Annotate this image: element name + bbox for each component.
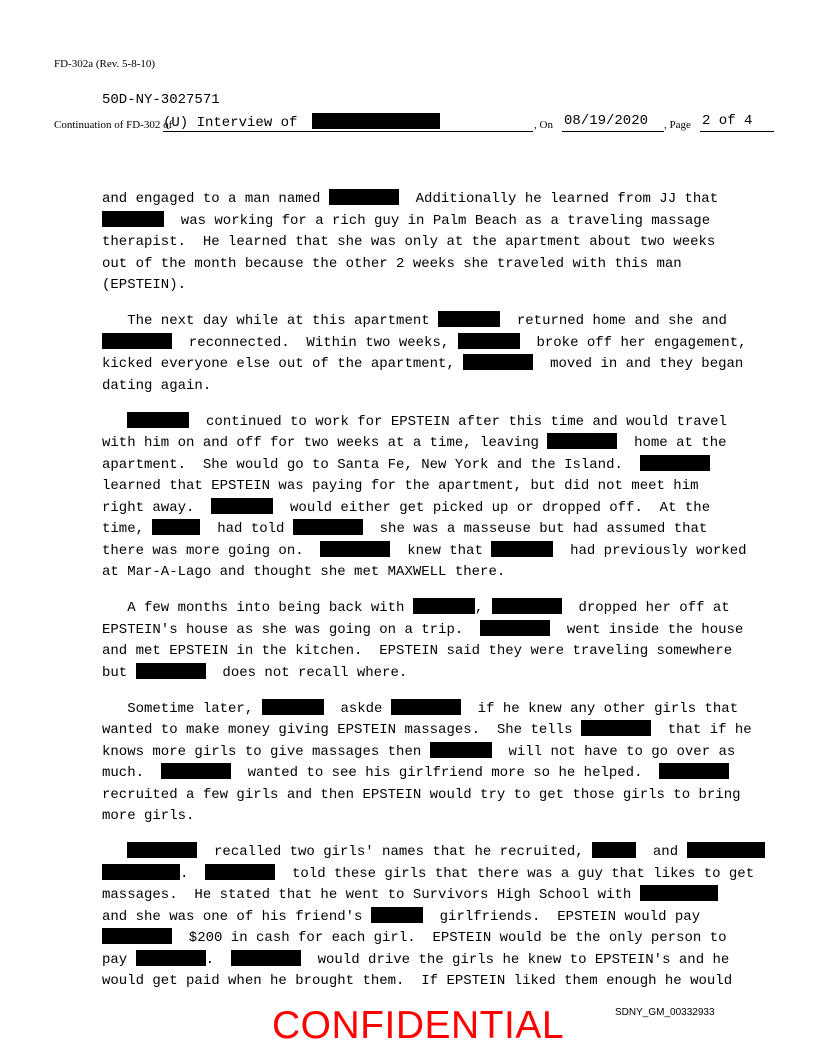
body-text: will not have to go over as: [491, 743, 736, 760]
document-body: [102, 189, 782, 993]
body-text: had told: [200, 521, 293, 537]
redaction-block: [102, 928, 172, 944]
body-text: home at the: [617, 435, 727, 451]
body-text: more girls.: [102, 808, 195, 824]
redaction-block: [102, 864, 180, 880]
body-text: much.: [102, 765, 161, 781]
body-text: would get paid when he brought them. If EPSTEIN liked them enough he would: [102, 973, 733, 989]
body-text: (EPSTEIN).: [102, 277, 187, 293]
redaction-block: [581, 720, 651, 736]
body-line: [102, 254, 782, 276]
redaction-block: [391, 699, 461, 715]
body-text: would drive the girls he knew to EPSTEIN's and he: [300, 951, 730, 968]
body-text: broke off her engagement,: [519, 334, 747, 351]
body-line: [102, 885, 782, 907]
redaction-block: [492, 598, 562, 614]
body-text: that if he: [650, 722, 752, 738]
body-text: massages. He stated that he went to Survivors High School with: [102, 887, 640, 903]
paragraph-spacer: [102, 297, 782, 312]
body-text: with him on and off for two weeks at a time, leaving: [102, 435, 548, 451]
body-text: and she was one of his friend's: [102, 908, 371, 925]
body-text: Additionally he learned from JJ that: [398, 191, 719, 207]
redaction-block: [293, 519, 363, 535]
body-text: reconnected. Within two weeks,: [172, 334, 458, 351]
body-line: [102, 864, 782, 886]
body-text: knew that: [390, 542, 492, 559]
body-line: [102, 763, 782, 785]
redaction-block: [480, 620, 550, 636]
body-line: [102, 641, 782, 663]
redaction-block: [102, 333, 172, 349]
body-line: [102, 519, 782, 541]
body-line: [102, 311, 782, 333]
body-line: [102, 742, 782, 764]
body-text: was working for a rich guy in Palm Beach as a traveling massage: [164, 212, 711, 229]
redaction-block: [640, 885, 718, 901]
body-text: girlfriends. EPSTEIN would pay: [422, 908, 701, 925]
redaction-block: [211, 498, 273, 514]
redaction-block: [547, 433, 617, 449]
redaction-block: [592, 842, 636, 858]
body-line: [102, 541, 782, 563]
body-line: [102, 950, 782, 972]
body-line: [102, 232, 782, 254]
body-text: does not recall where.: [205, 664, 408, 681]
body-line: [102, 211, 782, 233]
body-text: askde: [323, 700, 391, 717]
body-text: there was more going on.: [102, 542, 321, 559]
redaction-block: [458, 333, 520, 349]
date-label: , On: [534, 119, 553, 131]
body-line: [102, 663, 782, 685]
body-text: pay: [102, 951, 136, 968]
paragraph-spacer: [102, 584, 782, 599]
redaction-block: [161, 763, 231, 779]
redaction-block: [463, 354, 533, 370]
body-line: [102, 376, 782, 398]
body-line: [102, 971, 782, 993]
page-number: 2 of 4: [700, 113, 774, 132]
body-text: told these girls that there was a guy that likes to get: [275, 865, 755, 882]
body-text: The next day while at this apartment: [102, 313, 439, 329]
body-text: $200 in cash for each girl. EPSTEIN would be the only person to: [172, 930, 727, 946]
body-line: [102, 785, 782, 807]
paragraph-spacer: [102, 684, 782, 699]
body-line: [102, 562, 782, 584]
redaction-block: [262, 699, 324, 715]
body-text: therapist. He learned that she was only at the apartment about two weeks: [102, 234, 716, 250]
body-line: [102, 806, 782, 828]
confidential-stamp: CONFIDENTIAL: [272, 1004, 565, 1047]
interview-date: 08/19/2020: [562, 113, 664, 132]
body-text: [102, 414, 127, 430]
body-text: recalled two girls' names that he recruited,: [197, 844, 593, 860]
redaction-block: [687, 842, 765, 858]
body-line: [102, 455, 782, 477]
body-line: [102, 620, 782, 642]
redaction-block: [430, 742, 492, 758]
body-text: continued to work for EPSTEIN after this time and would travel: [189, 413, 727, 430]
body-text: dating again.: [102, 377, 212, 394]
bates-number: SDNY_GM_00332933: [615, 1007, 715, 1018]
continuation-label: Continuation of FD-302 of: [54, 119, 173, 131]
body-line: [102, 354, 782, 376]
body-line: [102, 842, 782, 864]
body-line: [102, 412, 782, 434]
body-text: wanted to see his girlfriend more so he helped.: [230, 765, 660, 781]
redaction-block: [320, 541, 390, 557]
body-text: ,: [474, 600, 492, 616]
body-text: and engaged to a man named: [102, 191, 329, 207]
body-text: knows more girls to give massages then: [102, 743, 430, 760]
body-text: Sometime later,: [102, 700, 262, 717]
body-text: moved in and they began: [533, 356, 744, 372]
redaction-block: [127, 412, 189, 428]
body-text: wanted to make money giving EPSTEIN massages. She tells: [102, 722, 581, 738]
redaction-block: [127, 842, 197, 858]
body-text: .: [180, 865, 206, 882]
body-text: had previously worked: [553, 542, 747, 559]
redaction-block: [413, 598, 475, 614]
body-text: time,: [102, 521, 153, 537]
body-text: would either get picked up or dropped off. At the: [273, 499, 711, 516]
body-text: but: [102, 664, 136, 681]
redaction-block: [438, 311, 500, 327]
body-text: at Mar-A-Lago and thought she met MAXWELL there.: [102, 564, 506, 580]
redaction-block: [312, 113, 440, 129]
body-text: [102, 844, 127, 860]
continuation-line: [54, 113, 774, 133]
redaction-block: [640, 455, 710, 471]
interview-subject-field: [163, 113, 533, 132]
redaction-block: [136, 950, 206, 966]
body-text: A few months into being back with: [102, 600, 413, 616]
redaction-block: [136, 663, 206, 679]
paragraph-spacer: [102, 828, 782, 843]
body-line: [102, 498, 782, 520]
body-line: [102, 699, 782, 721]
body-text: if he knew any other girls that: [460, 700, 739, 717]
body-line: [102, 928, 782, 950]
body-line: [102, 333, 782, 355]
body-line: [102, 433, 782, 455]
body-text: kicked everyone else out of the apartment,: [102, 356, 464, 372]
body-text: learned that EPSTEIN was paying for the apartment, but did not meet him: [102, 478, 699, 494]
body-text: and met EPSTEIN in the kitchen. EPSTEIN said they were traveling somewhere: [102, 643, 733, 659]
body-text: dropped her off at: [561, 600, 730, 616]
redaction-block: [329, 189, 399, 205]
body-text: right away.: [102, 499, 212, 516]
redaction-block: [371, 907, 423, 923]
redaction-block: [491, 541, 553, 557]
body-text: recruited a few girls and then EPSTEIN would try to get those girls to bring: [102, 786, 741, 803]
body-text: and: [636, 844, 687, 860]
body-text: out of the month because the other 2 weeks she traveled with this man: [102, 255, 682, 272]
body-text: went inside the house: [550, 621, 744, 638]
body-text: she was a masseuse but had assumed that: [362, 521, 708, 537]
body-text: returned home and she and: [500, 313, 727, 329]
body-text: apartment. She would go to Santa Fe, New York and the Island.: [102, 456, 640, 473]
body-text: .: [205, 951, 231, 968]
body-line: [102, 720, 782, 742]
redaction-block: [659, 763, 729, 779]
page-label: , Page: [664, 119, 691, 131]
case-number: 50D-NY-3027571: [102, 92, 220, 108]
body-line: [102, 598, 782, 620]
redaction-block: [205, 864, 275, 880]
interview-subject-prefix: (U) Interview of: [163, 115, 298, 131]
body-line: [102, 476, 782, 498]
form-identifier: FD-302a (Rev. 5-8-10): [54, 58, 156, 70]
paragraph-spacer: [102, 397, 782, 412]
body-line: [102, 275, 782, 297]
body-line: [102, 189, 782, 211]
body-line: [102, 907, 782, 929]
redaction-block: [102, 211, 164, 227]
redaction-block: [152, 519, 200, 535]
redaction-block: [231, 950, 301, 966]
body-text: EPSTEIN's house as she was going on a trip.: [102, 621, 481, 638]
